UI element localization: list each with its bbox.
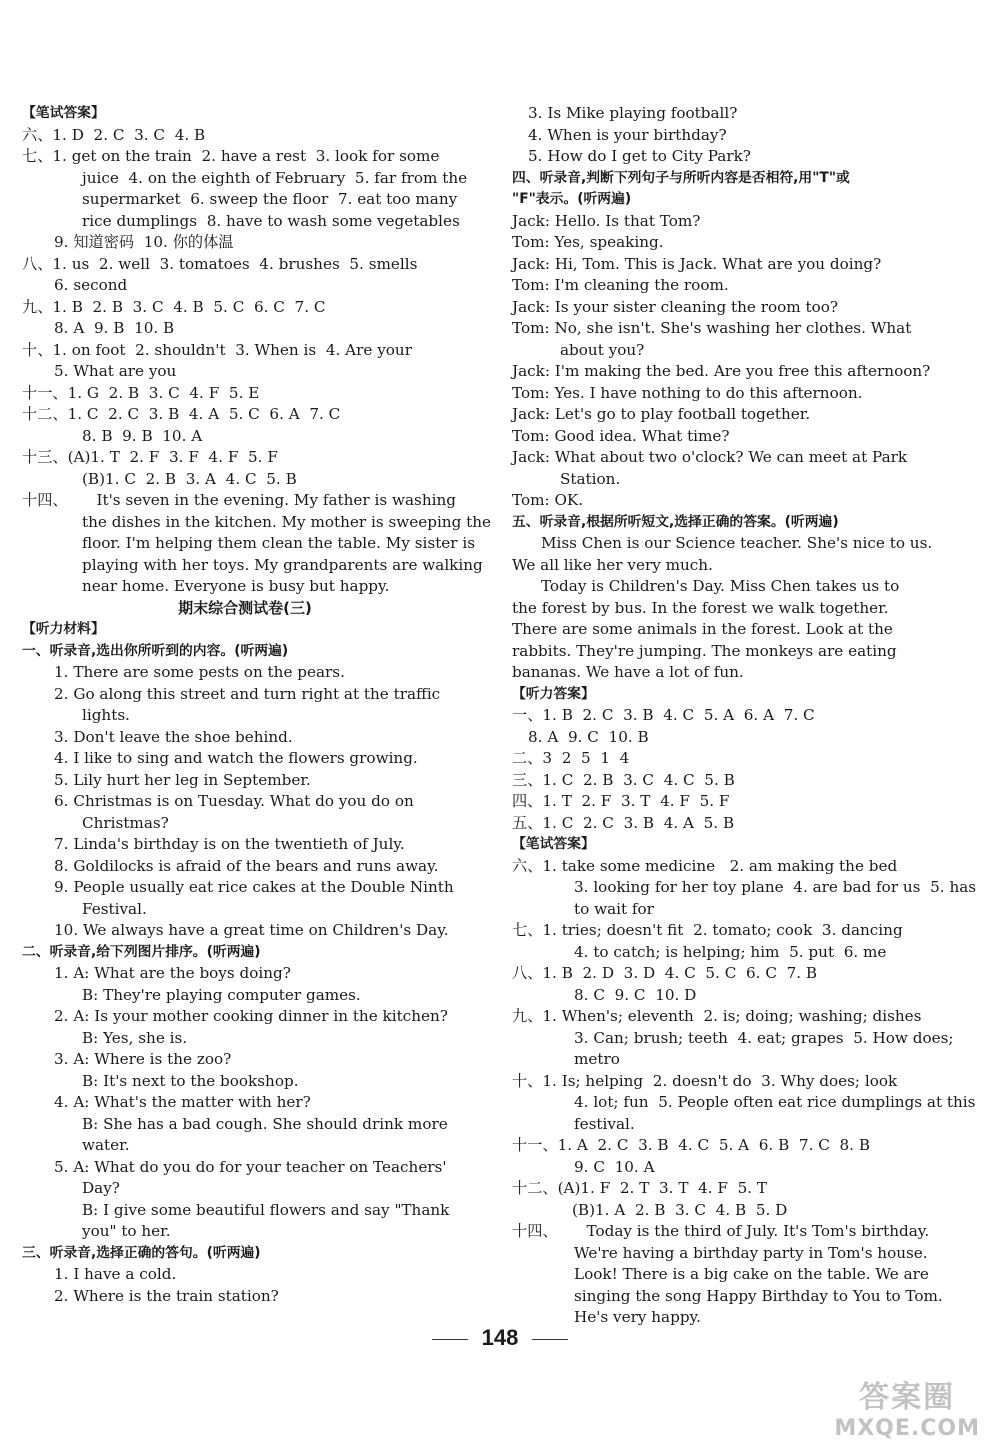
text-line: 9. People usually eat rice cakes at the Double Ninth <box>54 878 454 896</box>
text-line: 7. Linda's birthday is on the twentieth of July. <box>54 835 405 853</box>
text-line: 1. There are some pests on the pears. <box>54 663 345 681</box>
watermark-en: MXQE.COM <box>834 1416 980 1441</box>
text-line: Today is Children's Day. Miss Chen takes us to <box>512 577 900 595</box>
text-line: 5. Lily hurt her leg in September. <box>54 770 311 789</box>
text-line: you" to her. <box>82 1222 171 1240</box>
section-heading: "F"表示。(听两遍) <box>512 191 632 207</box>
text-line: 6. second <box>54 276 128 294</box>
text-line: Tom: OK. <box>512 491 584 509</box>
text-line: 5. A: What do you do for your teacher on Teachers' <box>54 1157 447 1176</box>
text-line: 十一、1. G 2. B 3. C 4. F 5. E <box>22 383 260 402</box>
text-line: festival. <box>574 1114 635 1133</box>
text-line: lights. <box>82 706 130 724</box>
text-line: 三、1. C 2. B 3. C 4. C 5. B <box>512 770 735 789</box>
text-line: 4. I like to sing and watch the flowers growing. <box>54 749 418 767</box>
text-line: 9. 知道密码 10. 你的体温 <box>54 233 234 251</box>
text-line: 10. We always have a great time on Children's Day. <box>54 921 449 939</box>
text-line: (B)1. A 2. B 3. C 4. B 5. D <box>572 1200 788 1219</box>
text-line: 九、1. B 2. B 3. C 4. B 5. C 6. C 7. C <box>22 297 326 316</box>
text-line: Day? <box>82 1179 120 1197</box>
text-line: Look! There is a big cake on the table. We are <box>574 1265 929 1283</box>
text-line: 8. A 9. C 10. B <box>528 727 649 746</box>
text-line: 六、1. D 2. C 3. C 4. B <box>22 125 206 144</box>
text-line: Tom: Yes. I have nothing to do this afternoon. <box>512 383 863 402</box>
section-heading: 【笔试答案】 <box>512 836 595 852</box>
text-line: Jack: I'm making the bed. Are you free this afternoon? <box>512 362 931 380</box>
section-heading: 【听力材料】 <box>22 621 105 637</box>
text-line: 4. lot; fun 5. People often eat rice dumplings at this <box>574 1093 976 1111</box>
text-line: Festival. <box>82 899 147 918</box>
watermark-cn: 答案圈 <box>859 1380 956 1415</box>
text-line: near home. Everyone is busy but happy. <box>82 577 390 595</box>
text-line: metro <box>574 1050 620 1068</box>
text-line: Jack: What about two o'clock? We can meet at Park <box>512 448 908 466</box>
text-line: 十三、(A)1. T 2. F 3. F 4. F 5. F <box>22 448 278 466</box>
section-heading: 【听力答案】 <box>512 685 595 702</box>
text-line: 3. Can; brush; teeth 4. eat; grapes 5. How does; <box>574 1028 954 1047</box>
text-line: bananas. We have a lot of fun. <box>512 663 744 681</box>
text-line: water. <box>82 1136 130 1154</box>
text-line: 8. A 9. B 10. B <box>54 319 175 337</box>
text-line: 8. C 9. C 10. D <box>574 985 697 1004</box>
text-line: 3. Is Mike playing football? <box>528 104 738 122</box>
text-line: 十二、(A)1. F 2. T 3. T 4. F 5. T <box>512 1179 768 1197</box>
text-line: 8. B 9. B 10. A <box>82 426 203 445</box>
text-line: B: They're playing computer games. <box>82 985 361 1004</box>
footer-dash-right <box>532 1339 568 1340</box>
text-line: B: It's next to the bookshop. <box>82 1071 299 1090</box>
text-line: 八、1. B 2. D 3. D 4. C 5. C 6. C 7. B <box>512 964 818 982</box>
text-line: We're having a birthday party in Tom's house. <box>574 1243 928 1262</box>
text-line: Jack: Hi, Tom. This is Jack. What are you doing? <box>512 254 882 273</box>
text-line: 5. What are you <box>54 362 177 380</box>
text-line: 十、1. on foot 2. shouldn't 3. When is 4. Are your <box>22 340 412 359</box>
text-line: 4. A: What's the matter with her? <box>54 1093 311 1111</box>
text-line: B: Yes, she is. <box>82 1028 188 1047</box>
section-heading: 四、听录音,判断下列句子与所听内容是否相符,用"T"或 <box>512 169 850 186</box>
section-title: 期末综合测试卷(三) <box>178 598 312 617</box>
text-line: 6. Christmas is on Tuesday. What do you do on <box>54 792 414 810</box>
page-number-footer <box>0 1325 1000 1351</box>
text-line: 2. Where is the train station? <box>54 1286 279 1305</box>
text-line: playing with her toys. My grandparents are walking <box>82 555 483 574</box>
text-line: Station. <box>560 469 621 488</box>
text-line: about you? <box>560 340 645 359</box>
text-line: 2. Go along this street and turn right at the traffic <box>54 684 441 703</box>
section-heading: 五、听录音,根据所听短文,选择正确的答案。(听两遍) <box>512 513 839 530</box>
text-line: supermarket 6. sweep the floor 7. eat too many <box>82 190 458 208</box>
text-line: 4. to catch; is helping; him 5. put 6. me <box>574 942 887 961</box>
text-line: floor. I'm helping them clean the table. My sister is <box>82 534 476 552</box>
text-line: Jack: Hello. Is that Tom? <box>512 211 701 230</box>
text-line: 2. A: Is your mother cooking dinner in the kitchen? <box>54 1007 448 1025</box>
text-line: 1. I have a cold. <box>54 1265 177 1283</box>
left-column <box>22 103 492 1307</box>
text-line: 5. How do I get to City Park? <box>528 147 751 165</box>
text-line: Miss Chen is our Science teacher. She's nice to us. <box>512 534 933 552</box>
text-line: 六、1. take some medicine 2. am making the bed <box>512 856 898 875</box>
text-line: 4. When is your birthday? <box>528 125 727 144</box>
text-line: rabbits. They're jumping. The monkeys are eating <box>512 641 897 660</box>
text-line: 八、1. us 2. well 3. tomatoes 4. brushes 5. smells <box>22 254 418 273</box>
text-line: Tom: Yes, speaking. <box>512 233 664 251</box>
text-line: There are some animals in the forest. Look at the <box>512 620 893 638</box>
text-line: Jack: Is your sister cleaning the room too? <box>512 297 839 316</box>
section-heading: 三、听录音,选择正确的答句。(听两遍) <box>22 1244 261 1261</box>
text-line: 十四、 Today is the third of July. It's Tom's birthday. <box>512 1222 930 1240</box>
text-line: 四、1. T 2. F 3. T 4. F 5. F <box>512 792 730 810</box>
text-line: Tom: I'm cleaning the room. <box>512 276 729 294</box>
text-line: 3. looking for her toy plane 4. are bad for us 5. has <box>574 878 977 896</box>
text-line: Tom: Good idea. What time? <box>512 426 730 445</box>
section-heading: 【笔试答案】 <box>22 105 105 121</box>
text-line: 3. A: Where is the zoo? <box>54 1050 232 1068</box>
text-line: 1. A: What are the boys doing? <box>54 964 291 982</box>
text-line: He's very happy. <box>574 1308 701 1326</box>
text-line: 九、1. When's; eleventh 2. is; doing; washing; dishes <box>512 1007 922 1025</box>
text-line: to wait for <box>574 899 654 918</box>
section-heading: 二、听录音,给下列图片排序。(听两遍) <box>22 943 261 960</box>
text-line: 9. C 10. A <box>574 1157 655 1176</box>
page-number: 148 <box>481 1325 519 1350</box>
watermark <box>834 1372 980 1441</box>
text-line: 一、1. B 2. C 3. B 4. C 5. A 6. A 7. C <box>512 706 815 724</box>
text-line: 3. Don't leave the shoe behind. <box>54 727 293 746</box>
footer-dash-left <box>432 1339 468 1340</box>
text-line: 二、3 2 5 1 4 <box>512 749 630 767</box>
text-line: juice 4. on the eighth of February 5. far from the <box>82 168 468 187</box>
text-line: 五、1. C 2. C 3. B 4. A 5. B <box>512 813 735 832</box>
text-line: B: She has a bad cough. She should drink more <box>82 1114 448 1133</box>
text-line: We all like her very much. <box>512 555 713 574</box>
text-line: rice dumplings 8. have to wash some vegetables <box>82 211 460 230</box>
text-line: B: I give some beautiful flowers and say "Thank <box>82 1200 450 1219</box>
text-line: the forest by bus. In the forest we walk together. <box>512 598 889 617</box>
text-line: 8. Goldilocks is afraid of the bears and runs away. <box>54 856 439 875</box>
section-heading: 一、听录音,选出你所听到的内容。(听两遍) <box>22 642 289 659</box>
text-line: 十一、1. A 2. C 3. B 4. C 5. A 6. B 7. C 8. B <box>512 1136 870 1154</box>
text-line: Jack: Let's go to play football together. <box>512 405 811 423</box>
text-line: the dishes in the kitchen. My mother is sweeping the <box>82 512 492 531</box>
text-line: Christmas? <box>82 813 169 832</box>
text-line: 七、1. tries; doesn't fit 2. tomato; cook 3. dancing <box>512 921 903 939</box>
text-line: (B)1. C 2. B 3. A 4. C 5. B <box>82 469 297 488</box>
right-column <box>512 103 977 1329</box>
text-line: 十四、 It's seven in the evening. My father is washing <box>22 491 456 509</box>
text-line: Tom: No, she isn't. She's washing her clothes. What <box>512 319 912 337</box>
text-line: 十、1. Is; helping 2. doesn't do 3. Why does; look <box>512 1071 898 1090</box>
text-line: 十二、1. C 2. C 3. B 4. A 5. C 6. A 7. C <box>22 405 341 423</box>
text-line: singing the song Happy Birthday to You to Tom. <box>574 1286 943 1305</box>
text-line: 七、1. get on the train 2. have a rest 3. look for some <box>22 147 440 165</box>
